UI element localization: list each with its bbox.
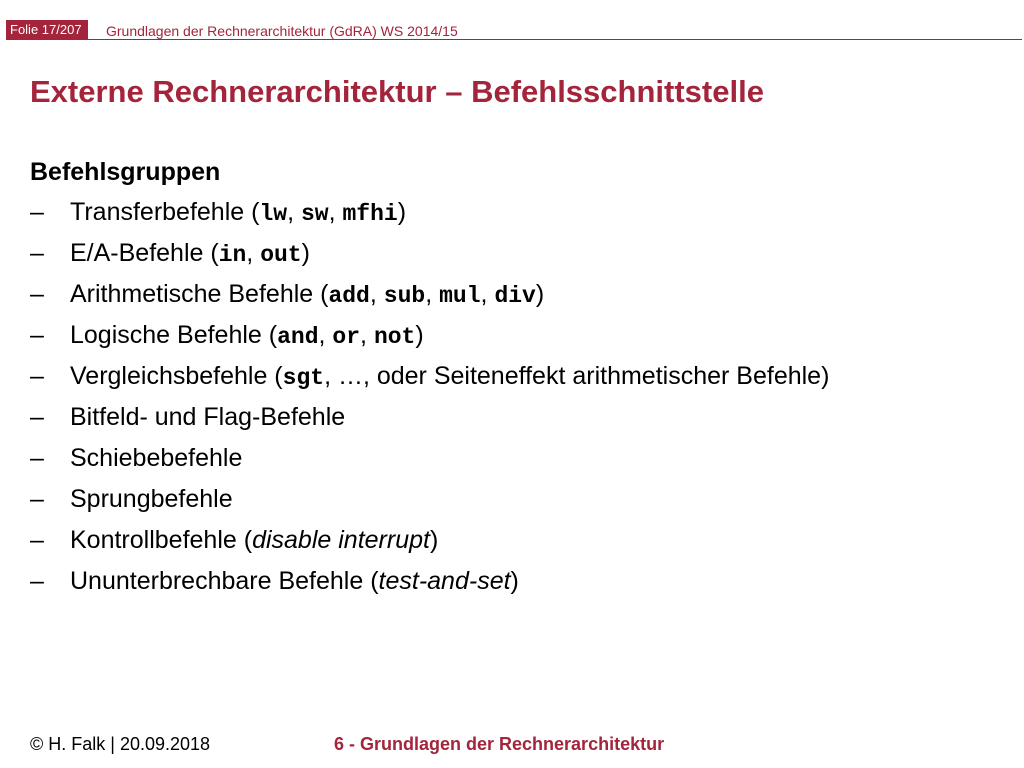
list-bullet: – <box>30 198 44 226</box>
footer-author-date: © H. Falk | 20.09.2018 <box>30 734 211 754</box>
list-bullet: – <box>30 444 44 472</box>
instruction-mnemonic: lw <box>259 201 288 227</box>
list-item-text: Vergleichsbefehle (sgt, …, oder Seiteneffekt arithmetischer Befehle) <box>70 362 830 391</box>
list-bullet: – <box>30 403 44 431</box>
list-item-text: E/A-Befehle (in, out) <box>70 239 310 268</box>
instruction-mnemonic: sgt <box>282 365 325 391</box>
section-heading: Befehlsgruppen <box>30 158 221 186</box>
list-item-text: Logische Befehle (and, or, not) <box>70 321 424 350</box>
instruction-mnemonic: or <box>332 324 361 350</box>
list-item-text: Kontrollbefehle (disable interrupt) <box>70 526 439 554</box>
course-title: Grundlagen der Rechnerarchitektur (GdRA) WS 2014/15 <box>106 23 458 39</box>
slide-header <box>0 0 1024 40</box>
list-bullet: – <box>30 526 44 554</box>
footer-chapter-title: 6 - Grundlagen der Rechnerarchitektur <box>334 734 665 754</box>
instruction-mnemonic: in <box>218 242 247 268</box>
emphasized-term: disable interrupt <box>252 526 430 554</box>
instruction-mnemonic: out <box>260 242 302 268</box>
list-item-text: Arithmetische Befehle (add, sub, mul, div) <box>70 280 545 309</box>
list-bullet: – <box>30 567 44 595</box>
instruction-mnemonic: mfhi <box>342 201 398 227</box>
instruction-mnemonic: and <box>277 324 319 350</box>
list-bullet: – <box>30 239 44 267</box>
list-item-text: Sprungbefehle <box>70 485 233 513</box>
slide-title: Externe Rechnerarchitektur – Befehlsschnittstelle <box>30 74 764 109</box>
emphasized-term: test-and-set <box>378 567 511 595</box>
list-item-text: Transferbefehle (lw, sw, mfhi) <box>70 198 407 227</box>
list-item-text: Schiebebefehle <box>70 444 243 472</box>
list-item-text: Bitfeld- und Flag-Befehle <box>70 403 346 431</box>
list-bullet: – <box>30 280 44 308</box>
header-divider <box>6 39 1022 40</box>
list-item-text: Ununterbrechbare Befehle (test-and-set) <box>70 567 519 595</box>
instruction-mnemonic: mul <box>439 283 481 309</box>
instruction-mnemonic: div <box>494 283 536 309</box>
list-bullet: – <box>30 362 44 390</box>
instruction-mnemonic: not <box>373 324 416 350</box>
instruction-mnemonic: sub <box>383 283 426 309</box>
list-bullet: – <box>30 485 44 513</box>
list-bullet: – <box>30 321 44 349</box>
slide-number-badge: Folie 17/207 <box>6 20 88 40</box>
instruction-mnemonic: add <box>328 283 370 309</box>
instruction-mnemonic: sw <box>300 201 329 227</box>
